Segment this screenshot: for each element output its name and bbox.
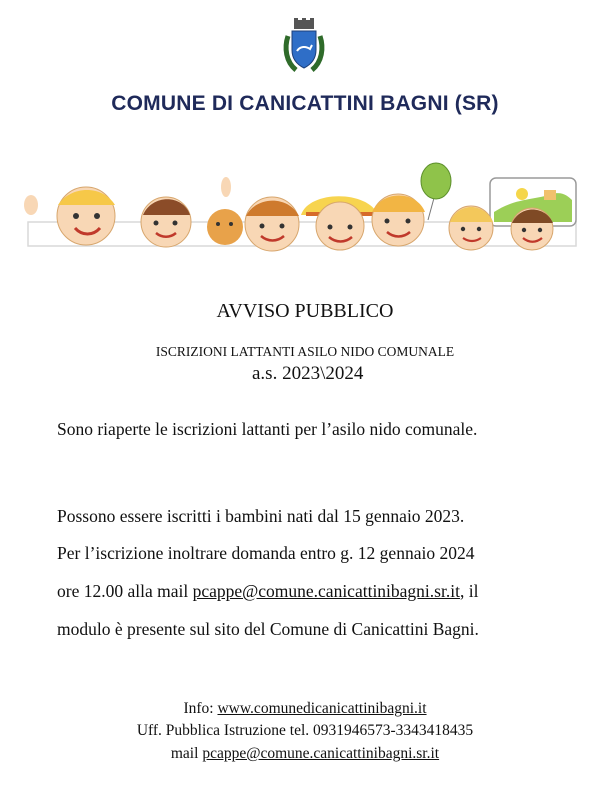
email-line-suffix: , il bbox=[459, 581, 479, 601]
footer-info-label: Info: bbox=[183, 700, 218, 717]
notice-subtitle: ISCRIZIONI LATTANTI ASILO NIDO COMUNALE bbox=[155, 344, 455, 359]
municipal-crest-icon bbox=[282, 18, 326, 76]
notice-title: AVVISO PUBBLICO bbox=[216, 300, 394, 322]
website-link[interactable]: www.comunedicanicattinibagni.it bbox=[217, 700, 427, 717]
email-line bbox=[57, 579, 535, 603]
footer-mail-label: mail bbox=[170, 745, 203, 762]
footer-office-line: Uff. Pubblica Istruzione tel. 0931946573-3343418435 bbox=[136, 722, 474, 739]
footer-info-line bbox=[0, 700, 610, 718]
email-link[interactable]: pcappe@comune.canicattinibagni.sr.it bbox=[192, 581, 460, 601]
eligibility-paragraph: Possono essere iscritti i bambini nati dal 15 gennaio 2023. bbox=[57, 506, 465, 526]
children-illustration-icon bbox=[20, 160, 590, 260]
school-year: a.s. 2023\2024 bbox=[252, 363, 364, 384]
deadline-line: Per l’iscrizione inoltrare domanda entro g. 12 gennaio 2024 bbox=[57, 543, 475, 563]
footer-mail-line bbox=[0, 745, 610, 763]
footer-email-link[interactable]: pcappe@comune.canicattinibagni.sr.it bbox=[202, 745, 440, 762]
reopening-paragraph: Sono riaperte le iscrizioni lattanti per l’asilo nido comunale. bbox=[57, 419, 478, 439]
municipality-title: COMUNE DI CANICATTINI BAGNI (SR) bbox=[111, 92, 499, 115]
form-availability-line: modulo è presente sul sito del Comune di Canicattini Bagni. bbox=[57, 619, 479, 639]
email-line-prefix: ore 12.00 alla mail bbox=[57, 581, 193, 601]
